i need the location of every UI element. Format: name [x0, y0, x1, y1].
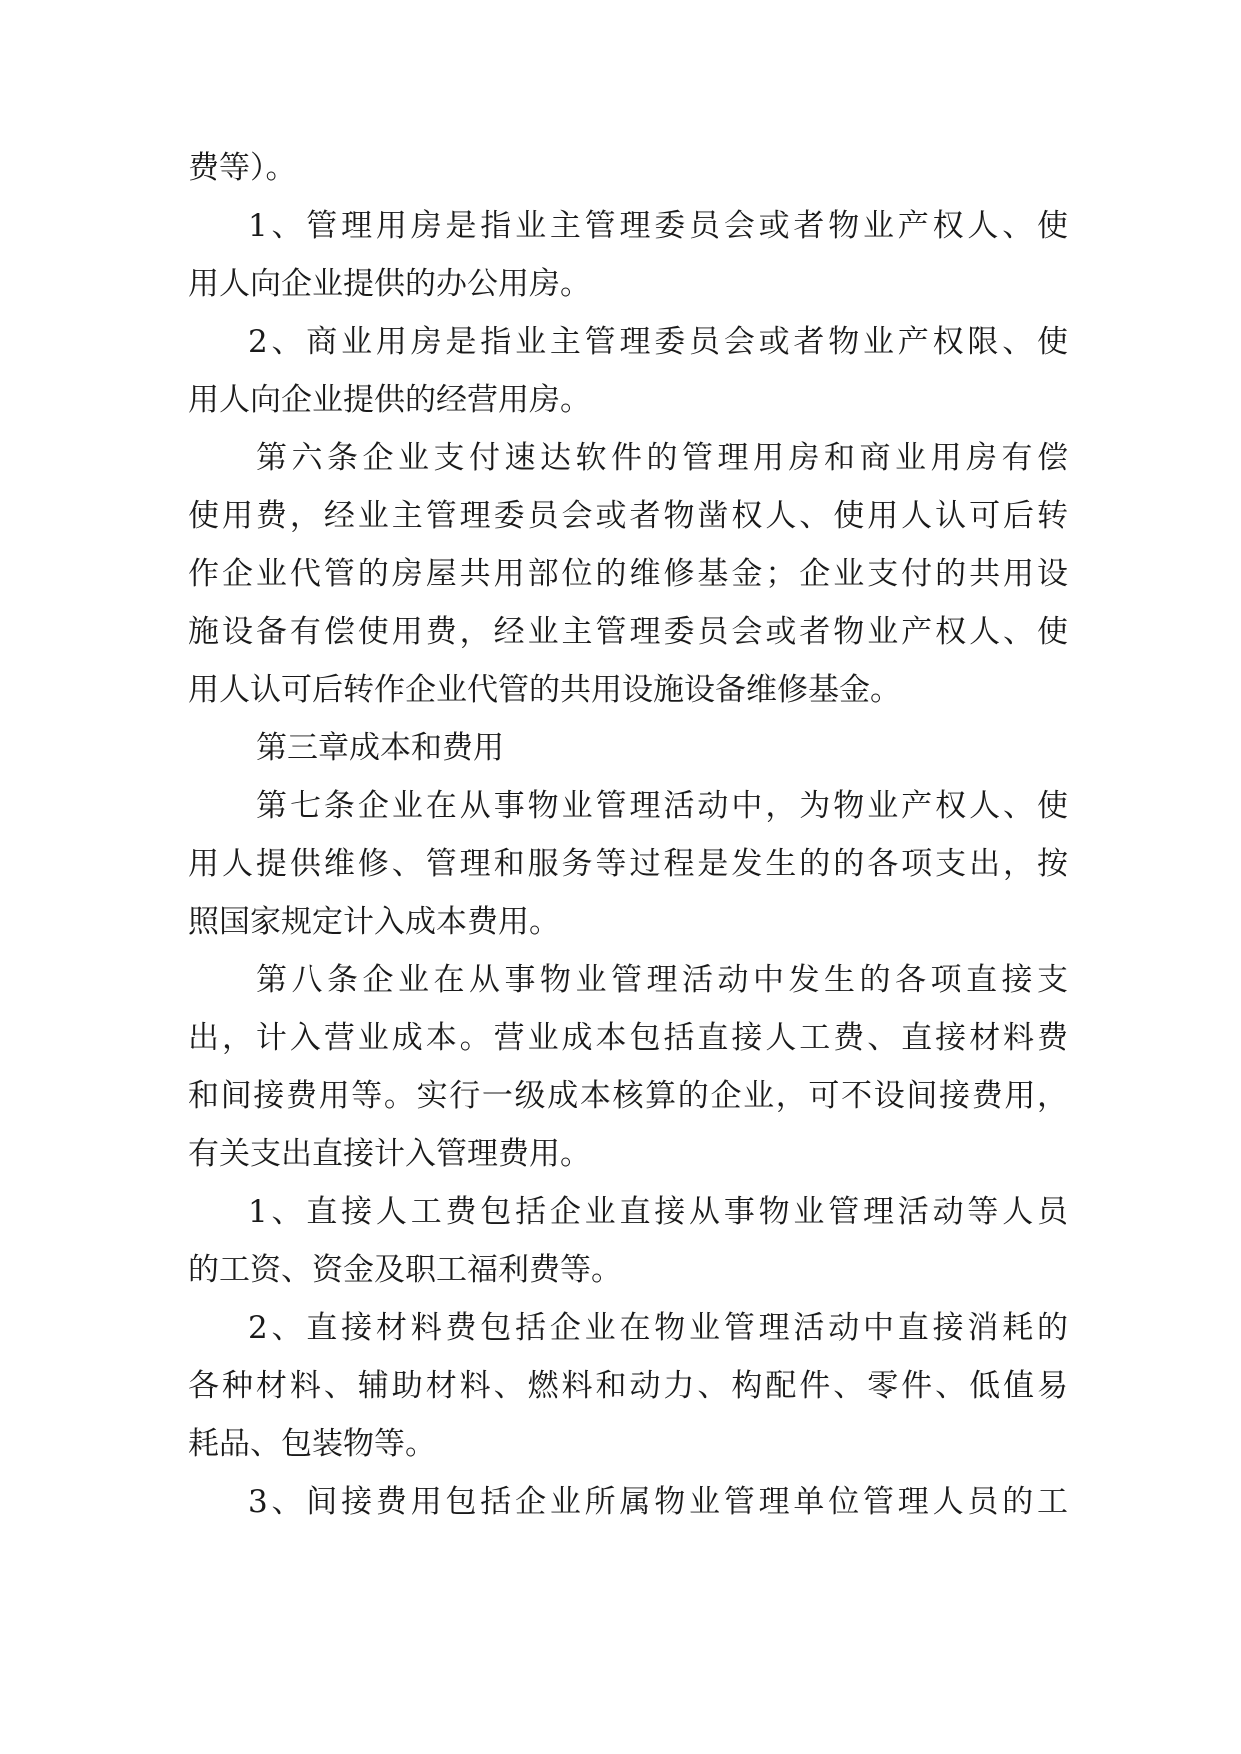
text-line: 用人向企业提供的办公用房。: [188, 266, 591, 302]
text-line: 用人向企业提供的经营用房。: [188, 382, 591, 418]
text-line: 3、间接费用包括企业所属物业管理单位管理人员的工: [248, 1484, 1068, 1520]
text-line: 各种材料、辅助材料、燃料和动力、构配件、零件、低值易: [188, 1368, 1068, 1404]
text-line: 照国家规定计入成本费用。: [188, 904, 560, 940]
text-line: 出，计入营业成本。营业成本包括直接人工费、直接材料费: [188, 1020, 1068, 1056]
text-line: 有关支出直接计入管理费用。: [188, 1136, 591, 1172]
text-line: 作企业代管的房屋共用部位的维修基金；企业支付的共用设: [188, 556, 1068, 592]
text-line: 2、商业用房是指业主管理委员会或者物业产权限、使: [248, 324, 1068, 360]
text-line: 用人提供维修、管理和服务等过程是发生的的各项支出，按: [188, 846, 1068, 882]
chapter-heading: 第三章成本和费用: [256, 730, 504, 766]
text-line: 的工资、资金及职工福利费等。: [188, 1252, 622, 1288]
text-line: 和间接费用等。实行一级成本核算的企业，可不设间接费用，: [188, 1078, 1068, 1114]
text-line: 1、直接人工费包括企业直接从事物业管理活动等人员: [248, 1194, 1068, 1230]
text-line: 费等）。: [188, 150, 297, 186]
text-line: 第六条企业支付速达软件的管理用房和商业用房有偿: [256, 440, 1068, 476]
text-line: 1、管理用房是指业主管理委员会或者物业产权人、使: [248, 208, 1068, 244]
text-line: 使用费，经业主管理委员会或者物凿权人、使用人认可后转: [188, 498, 1068, 534]
text-line: 用人认可后转作企业代管的共用设施设备维修基金。: [188, 672, 901, 708]
text-line: 第七条企业在从事物业管理活动中，为物业产权人、使: [256, 788, 1068, 824]
text-line: 第八条企业在从事物业管理活动中发生的各项直接支: [256, 962, 1068, 998]
text-line: 施设备有偿使用费，经业主管理委员会或者物业产权人、使: [188, 614, 1068, 650]
text-line: 耗品、包装物等。: [188, 1426, 436, 1462]
text-line: 2、直接材料费包括企业在物业管理活动中直接消耗的: [248, 1310, 1068, 1346]
